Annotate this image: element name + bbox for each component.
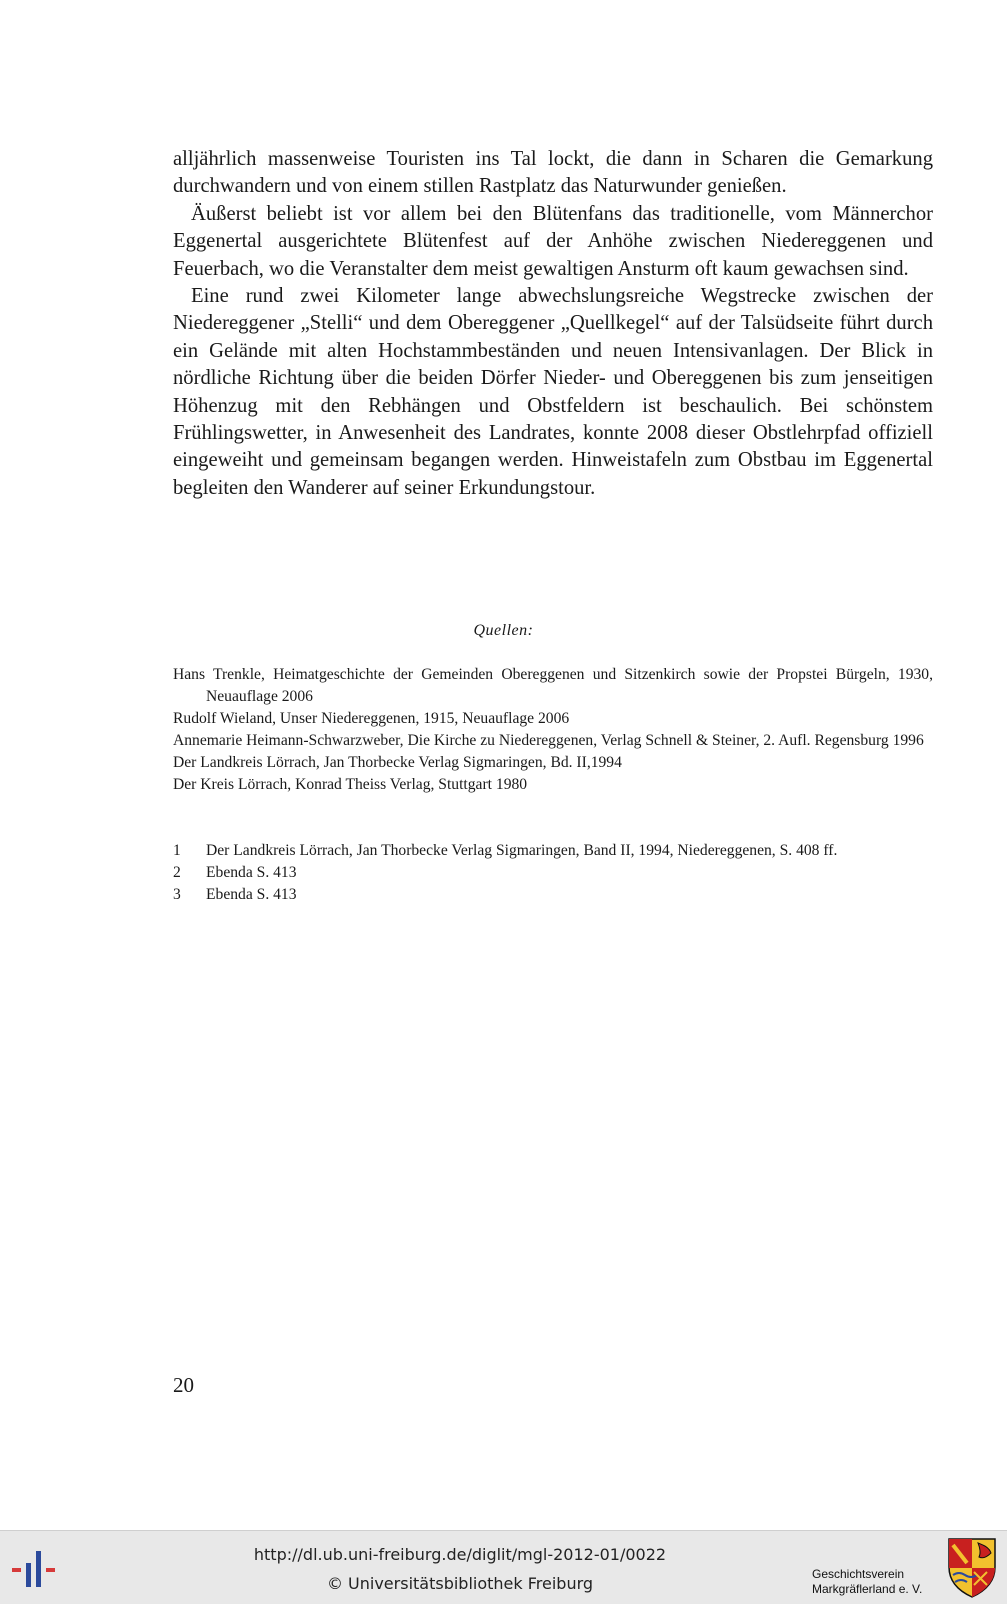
source-item: Annemarie Heimann-Schwarzweber, Die Kirche zu Niedereggenen, Verlag Schnell & Steiner, 2. Aufl. Regensburg 1996 [173,732,924,749]
paragraph: alljährlich massenweise Touristen ins Tal lockt, die dann in Scharen die Gemarkung durchwandern und von einem stillen Rastplatz das Naturwunder genießen. [173,148,933,198]
body-text [173,146,933,502]
ub-freiburg-logo-icon[interactable] [10,1549,65,1589]
footer-bar [0,1530,1007,1604]
footnote [173,884,933,906]
footnote-number: 2 [173,864,181,881]
footnote-number: 3 [173,886,181,903]
footnote [173,862,933,884]
copyright-text: © Universitätsbibliothek Freiburg [326,1574,594,1593]
sources-list [173,664,933,796]
paragraph: Eine rund zwei Kilometer lange abwechslungsreiche Wegstrecke zwischen der Niedereggener „Stelli“ und dem Obereggener „Quellkegel“ auf der Talsüdseite führt durch ein Gelände mit alten Hochstammbeständen und neuen Intensivanlagen. Der Blick in nördliche Richtung über die beiden Dörfer Nieder- und Obereggenen bis zum jenseitigen Höhenzug mit den Rebhängen und Obstfeldern ist beschaulich. Bei schönstem Frühlingswetter, in Anwesenheit des Landrates, konnte 2008 dieser Obstlehrpfad offiziell eingeweiht und gemeinsam begangen werden. Hinweistafeln zum Obstbau im Eggenertal begleiten den Wanderer auf seiner Erkundungstour. [173,285,933,499]
paragraph: Äußerst beliebt ist vor allem bei den Blütenfans das traditionelle, vom Männerchor Eggenertal ausgerichtete Blütenfest auf der Anhöhe zwischen Niedereggenen und Feuerbach, wo die Veranstalter dem meist gewaltigen Ansturm oft kaum gewachsen sind. [173,202,933,280]
sources-heading: Quellen: [473,622,534,639]
page-number: 20 [173,1373,194,1397]
organization-name [812,1567,922,1597]
source-item: Rudolf Wieland, Unser Niedereggenen, 1915, Neuauflage 2006 [173,710,570,727]
document-url-link[interactable]: http://dl.ub.uni-freiburg.de/diglit/mgl-2012-01/0022 [253,1545,667,1564]
source-item: Der Landkreis Lörrach, Jan Thorbecke Verlag Sigmaringen, Bd. II,1994 [173,754,622,771]
source-item: Hans Trenkle, Heimatgeschichte der Gemeinden Obereggenen und Sitzenkirch sowie der Propstei Bürgeln, 1930, Neuauflage 2006 [173,666,933,705]
footnotes-list [173,840,933,906]
footnote [173,840,933,862]
source-item: Der Kreis Lörrach, Konrad Theiss Verlag, Stuttgart 1980 [173,776,528,793]
footnote-text: Der Landkreis Lörrach, Jan Thorbecke Verlag Sigmaringen, Band II, 1994, Niedereggenen, S. 408 ff. [206,842,838,859]
org-line: Geschichtsverein [812,1567,905,1581]
footnote-text: Ebenda S. 413 [206,886,297,903]
footnote-number: 1 [173,842,181,859]
footnote-text: Ebenda S. 413 [206,864,297,881]
coat-of-arms-icon [947,1537,997,1599]
org-line: Markgräflerland e. V. [812,1582,923,1596]
